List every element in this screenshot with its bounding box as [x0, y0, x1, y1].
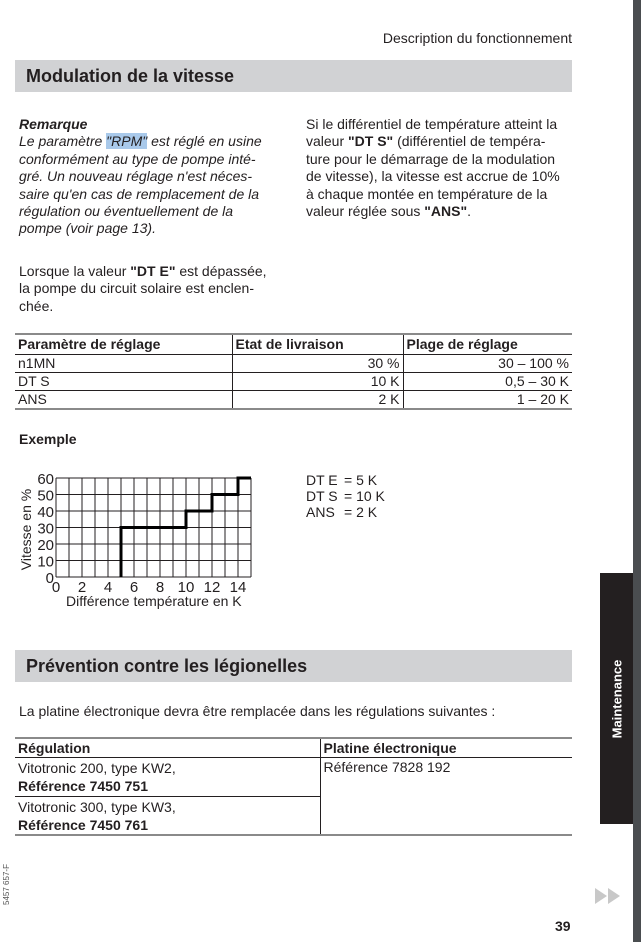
x-tick-label: 6	[129, 579, 139, 596]
example-title: Exemple	[19, 431, 77, 447]
example-value-row: DT E = 5 K	[306, 472, 378, 488]
para-line: Lorsque la valeur "DT E" est dépassée,	[19, 263, 267, 279]
note-line: saire qu'en cas de remplacement de la	[19, 185, 260, 202]
cell-range: 30 – 100 %	[403, 355, 572, 373]
para-line: chée.	[19, 297, 54, 314]
fast-forward-icon	[595, 888, 607, 904]
x-tick-label: 10	[177, 579, 195, 596]
x-tick-label: 2	[77, 579, 87, 596]
document-number: 5457 657-F	[1, 864, 11, 905]
fast-forward-icon	[608, 888, 620, 904]
page-number: 39	[555, 918, 571, 934]
y-axis-label: Vitesse en %	[18, 488, 34, 571]
cell-param: DT S	[18, 373, 50, 389]
legionella-intro: La platine électronique devra être remplacée dans les régulations suivantes :	[19, 703, 496, 719]
cell-range: 1 – 20 K	[403, 391, 572, 410]
y-tick-label: 0	[45, 570, 54, 587]
note-block	[19, 116, 299, 238]
x-tick-label: 4	[103, 579, 113, 596]
para-line: Si le différentiel de température atteint la	[306, 116, 558, 132]
col-header: Platine électronique	[320, 738, 572, 758]
note-line: gré. Un nouveau réglage n'est néces-	[19, 168, 253, 185]
x-axis-label: Différence température en K	[66, 593, 242, 609]
example-values	[306, 472, 385, 520]
cell-default: 10 K	[232, 373, 403, 391]
x-tick-label: 0	[51, 579, 61, 596]
col-header: Plage de réglage	[403, 334, 572, 355]
cell-default: 30 %	[232, 355, 403, 373]
cell-regulation: Vitotronic 300, type KW3, Référence 7450 761	[18, 798, 176, 833]
y-tick-label: 20	[37, 537, 54, 554]
x-tick-label: 14	[229, 579, 247, 596]
cell-param: ANS	[18, 391, 47, 407]
note-line: conformément au type de pompe inté-	[19, 150, 256, 167]
example-value-row: ANS = 2 K	[306, 504, 378, 520]
note-line: régulation ou éventuellement de la	[19, 203, 234, 220]
table-row	[15, 758, 572, 797]
side-tab-maintenance[interactable]	[600, 573, 633, 824]
col-header: Régulation	[18, 739, 91, 756]
y-tick-label: 10	[37, 553, 54, 571]
table-header-row	[15, 738, 572, 758]
para-dt-e	[19, 263, 299, 315]
y-tick-label: 50	[37, 487, 54, 505]
cell-range: 0,5 – 30 K	[403, 373, 572, 391]
settings-table	[15, 333, 572, 410]
para-line: de vitesse), la vitesse est accrue de 10%	[306, 168, 560, 185]
cell-default: 2 K	[232, 391, 403, 410]
table-row	[15, 391, 572, 410]
cell-param: n1MN	[18, 355, 56, 371]
para-line: valeur "DT S" (différentiel de tempéra-	[306, 133, 546, 150]
running-head: Description du fonctionnement	[382, 30, 572, 46]
x-tick-label: 12	[203, 579, 221, 596]
section-title: Modulation de la vitesse	[26, 66, 235, 86]
para-line: la pompe du circuit solaire est enclen-	[19, 280, 255, 297]
para-line: à chaque montée en température de la	[306, 185, 548, 202]
col-header: Paramètre de réglage	[18, 336, 161, 352]
rpm-highlight: "RPM"	[106, 133, 148, 150]
side-tab-label: Maintenance	[609, 659, 624, 738]
next-page-button[interactable]	[595, 888, 620, 904]
regulation-table	[15, 737, 572, 836]
section-header-modulation	[15, 60, 572, 92]
note-title: Remarque	[19, 116, 88, 132]
x-tick-label: 8	[155, 579, 165, 596]
scrollbar[interactable]	[633, 0, 641, 942]
note-line: Le paramètre "RPM" est réglé en usine	[19, 133, 262, 150]
section-title: Prévention contre les légionelles	[26, 656, 308, 676]
table-row	[15, 373, 572, 391]
note-line: pompe (voir page 13).	[19, 220, 156, 237]
cell-regulation: Vitotronic 200, type KW2, Référence 7450 751	[18, 760, 176, 794]
y-tick-label: 30	[37, 520, 54, 538]
col-header: Etat de livraison	[232, 334, 403, 355]
para-dt-s	[306, 116, 581, 220]
para-line: ture pour le démarrage de la modulation	[306, 150, 556, 167]
y-tick-label: 40	[37, 504, 54, 521]
example-value-row: DT S = 10 K	[306, 488, 385, 504]
table-header-row	[15, 334, 572, 355]
y-tick-label: 60	[37, 471, 54, 488]
para-line: valeur réglée sous "ANS".	[306, 203, 472, 220]
speed-chart	[0, 460, 280, 615]
table-row	[15, 355, 572, 373]
section-header-legionella	[15, 650, 572, 682]
cell-platine: Référence 7828 192	[320, 758, 572, 836]
